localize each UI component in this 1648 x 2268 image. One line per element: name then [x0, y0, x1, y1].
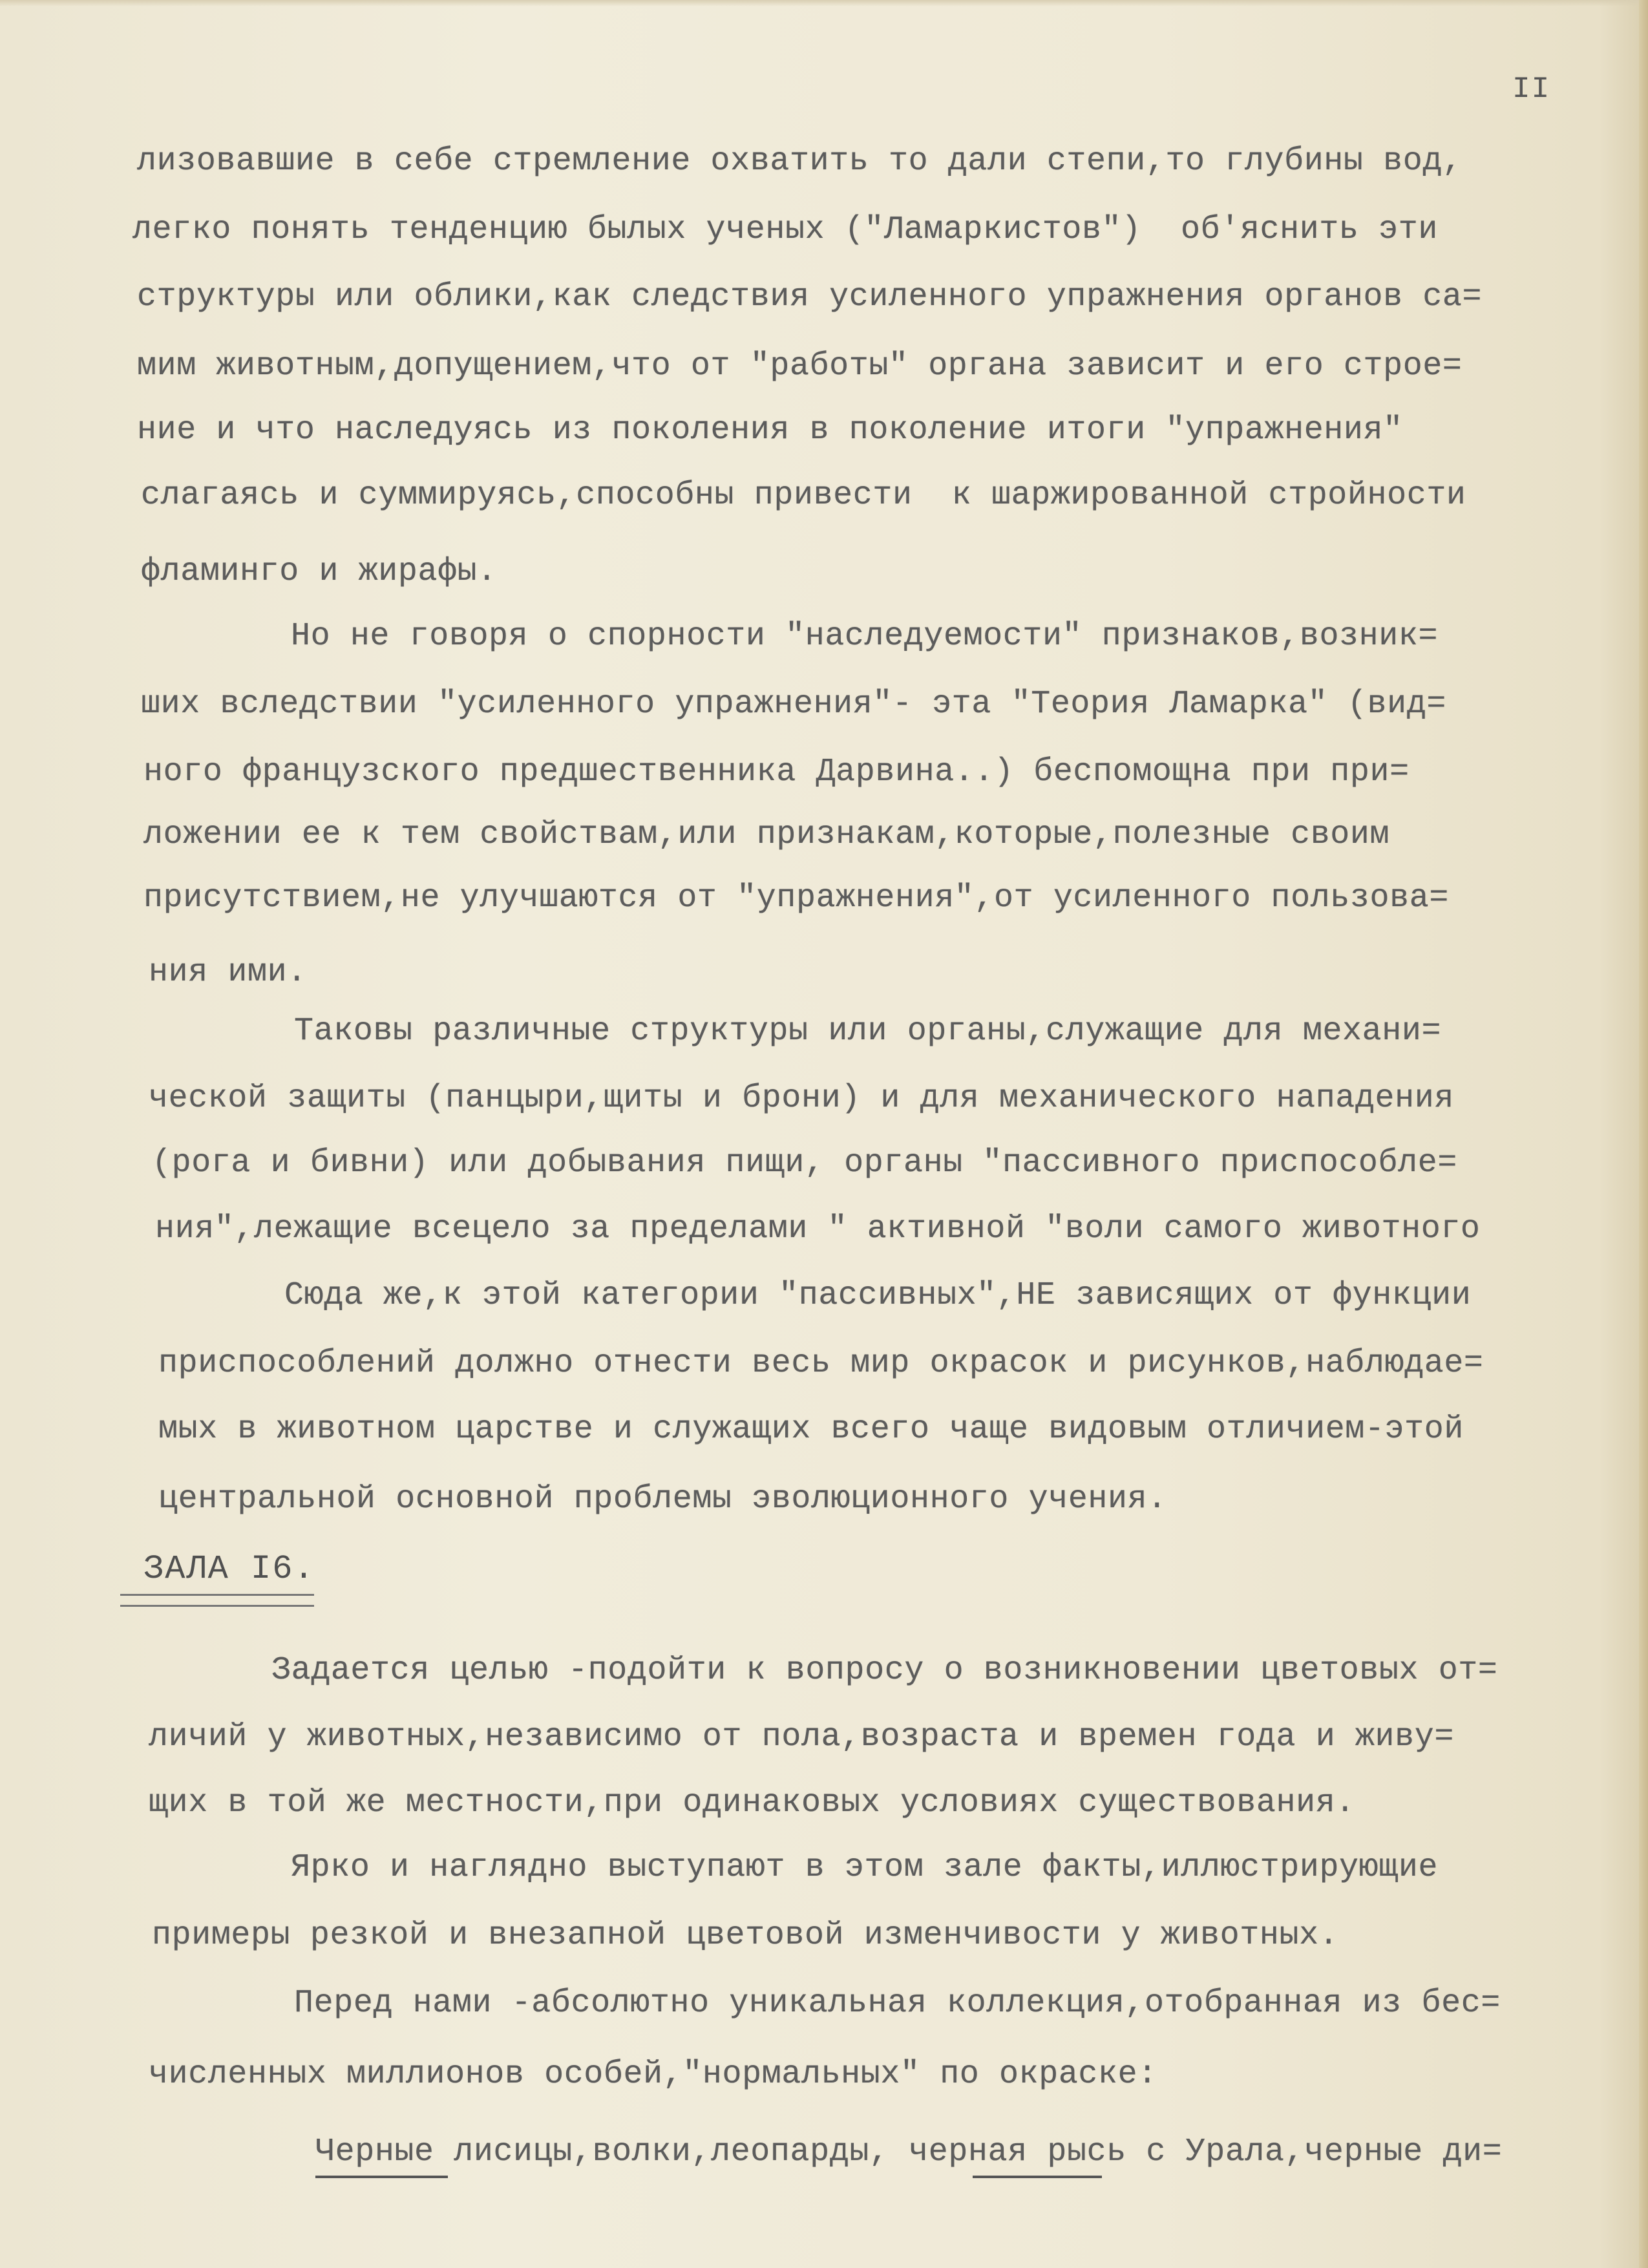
text-line: Перед нами -абсолютно уникальная коллекция,отобранная из бес= [294, 1985, 1501, 2022]
text-line: Но не говоря о спорности "наследуемости" признаков,возник= [291, 618, 1439, 655]
text-line: щих в той же местности,при одинаковых условиях существования. [149, 1785, 1355, 1821]
text-line: ложении ее к тем свойствам,или признакам,которые,полезные своим [143, 816, 1390, 853]
text-line: ного французского предшественника Дарвина..) беспомощна при при= [143, 754, 1410, 790]
text-line: мим животным,допущением,что от "работы" органа зависит и его строе= [137, 348, 1463, 385]
text-line: лизовавшие в себе стремление охватить то дали степи,то глубины вод, [137, 143, 1463, 180]
paper-edge-right [1639, 0, 1648, 2268]
text-line: слагаясь и суммируясь,способны привести к шаржированной стройности [141, 477, 1466, 514]
text-line: численных миллионов особей,"нормальных" по окраске: [149, 2056, 1157, 2093]
text-line: личий у животных,независимо от пола,возраста и времен года и живу= [149, 1719, 1454, 1755]
text-line: ших вследствии "усиленного упражнения"- эта "Теория Ламарка" (вид= [141, 686, 1446, 723]
text-line: Сюда же,к этой категории "пассивных",НЕ зависящих от функции [284, 1277, 1472, 1314]
text-line: ния ими. [149, 954, 307, 991]
text-line: Задается целью -подойти к вопросу о возникновении цветовых от= [271, 1652, 1498, 1689]
text-line: центральной основной проблемы эволюционного учения. [158, 1481, 1167, 1518]
paper-edge-top [0, 0, 1648, 6]
section-heading: ЗАЛА I6. [143, 1550, 315, 1588]
heading-double-underline [120, 1594, 314, 1607]
page-number: II [1512, 72, 1551, 106]
word-underline [315, 2176, 448, 2178]
text-line: Ярко и наглядно выступают в этом зале факты,иллюстрирующие [291, 1849, 1439, 1886]
text-line: ческой защиты (панцыри,щиты и брони) и для механического нападения [149, 1080, 1454, 1117]
text-line: ние и что наследуясь из поколения в поколение итоги "упражнения" [137, 412, 1403, 449]
text-line: (рога и бивни) или добывания пищи, органы "пассивного приспособле= [152, 1145, 1457, 1182]
text-line: структуры или облики,как следствия усиленного упражнения органов са= [137, 279, 1483, 315]
text-line: легко понять тенденцию былых ученых ("Ламаркистов") об'яснить эти [132, 211, 1438, 248]
text-line: ния",лежащие всецело за пределами " активной "воли самого животного [155, 1211, 1481, 1247]
text-line: Таковы различные структуры или органы,служащие для механи= [294, 1013, 1442, 1050]
text-line: примеры резкой и внезапной цветовой изменчивости у животных. [152, 1917, 1339, 1954]
text-line: фламинго и жирафы. [141, 553, 497, 590]
text-line: приспособлений должно отнести весь мир окрасок и рисунков,наблюдае= [158, 1345, 1484, 1382]
text-line: мых в животном царстве и служащих всего чаще видовым отличием-этой [158, 1411, 1464, 1448]
word-underline [973, 2176, 1102, 2178]
text-line: присутствием,не улучшаются от "упражнения",от усиленного пользова= [143, 880, 1449, 917]
text-line: Черные лисицы,волки,леопарды, черная рысь с Урала,черные ди= [315, 2134, 1503, 2170]
